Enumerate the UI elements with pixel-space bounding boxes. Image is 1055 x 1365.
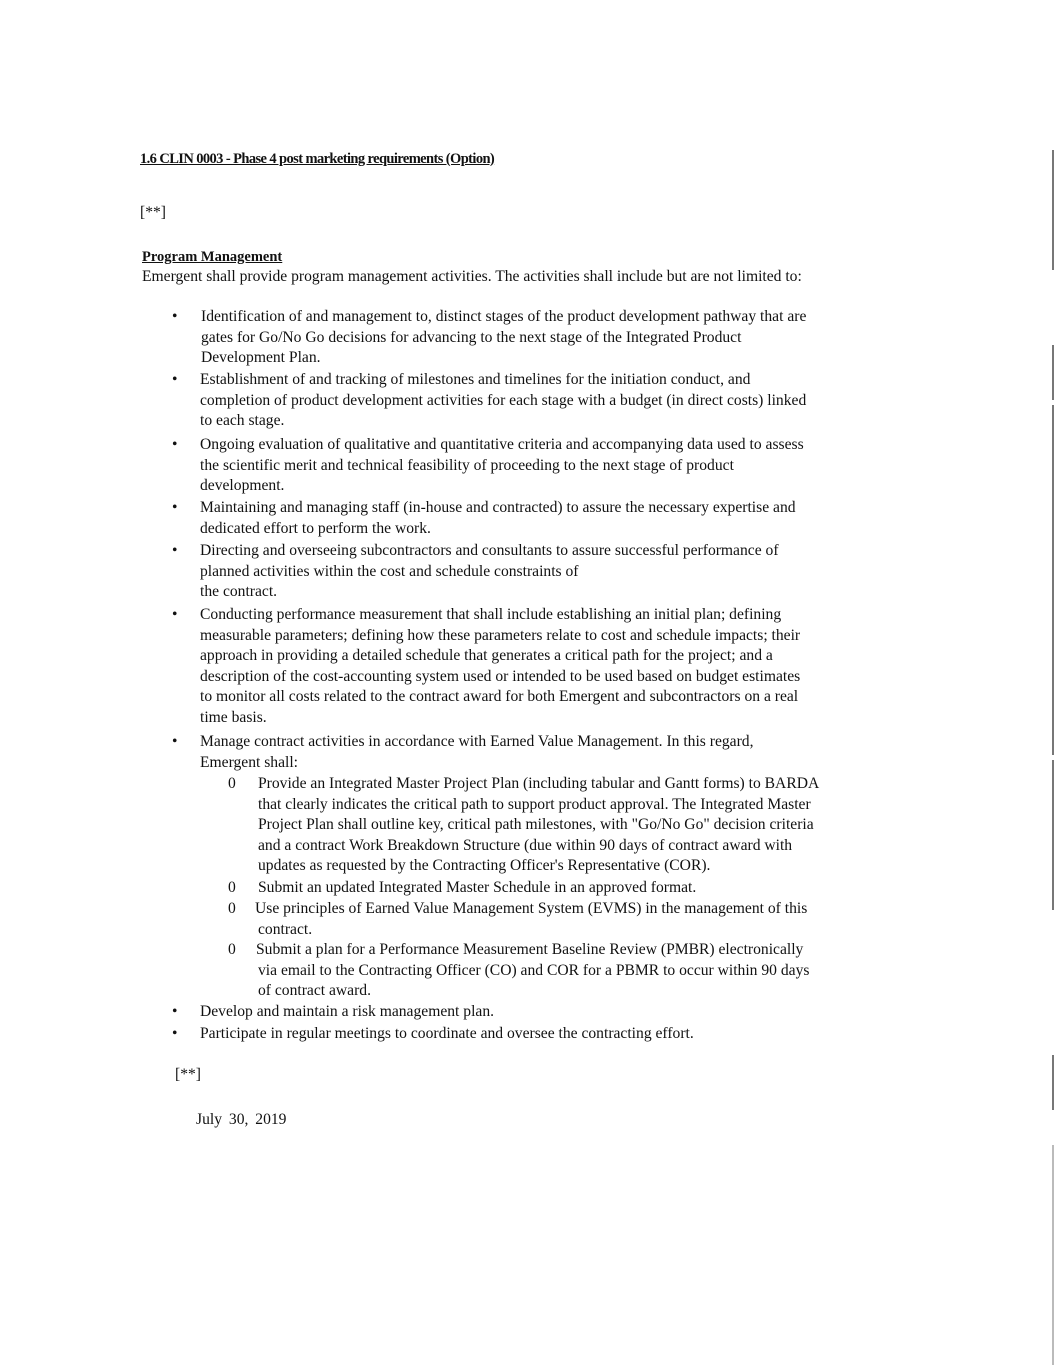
bullet-item-line: measurable parameters; defining how these parameters relate to cost and schedule impacts; their: [200, 626, 801, 644]
bullet-icon: •: [172, 499, 178, 516]
bullet-icon: •: [172, 371, 178, 388]
bullet-item-line: description of the cost-accounting system used or intended to be used based on budget estimates: [200, 667, 801, 685]
bullet-item-line: Participate in regular meetings to coordinate and oversee the contracting effort.: [200, 1025, 694, 1042]
document-date: July 30, 2019: [196, 1111, 287, 1128]
bullet-item-line: Maintaining and managing staff (in-house and contracted) to assure the necessary expertise and: [200, 499, 796, 516]
bullet-item-line: the contract.: [200, 583, 278, 601]
bullet-item-line: Emergent shall:: [200, 753, 299, 771]
edge-line: [1052, 150, 1054, 270]
subheading: Program Management: [142, 249, 283, 265]
bullet-item-line: dedicated effort to perform the work.: [200, 519, 431, 537]
sub-item-line: Project Plan shall outline key, critical path milestones, with "Go/No Go" decision criteria: [258, 816, 814, 834]
sub-item-line: and a contract Work Breakdown Structure (due within 90 days of contract award with: [258, 836, 793, 854]
bullet-item-line: to each stage.: [200, 412, 285, 430]
bullet-item-line: Manage contract activities in accordance with Earned Value Management. In this regard,: [200, 733, 754, 750]
edge-line: [1052, 1145, 1054, 1365]
bullet-item-line: time basis.: [200, 709, 267, 726]
bullet-item-line: Development Plan.: [201, 349, 321, 367]
sub-item-line: via email to the Contracting Officer (CO) and COR for a PBMR to occur within 90 days: [258, 961, 810, 979]
edge-line: [1052, 760, 1054, 910]
bullet-item-line: approach in providing a detailed schedule that generates a critical path for the project; and a: [200, 647, 773, 665]
bullet-icon: •: [172, 733, 178, 750]
sub-item-line: Provide an Integrated Master Project Plan (including tabular and Gantt forms) to BARDA: [258, 775, 820, 792]
sub-bullet-marker: 0: [228, 941, 236, 958]
sub-item-line: contract.: [258, 920, 313, 938]
redaction-marker: [**]: [140, 204, 166, 221]
bullet-item-line: Ongoing evaluation of qualitative and quantitative criteria and accompanying data used to assess: [200, 436, 804, 453]
sub-bullet-marker: 0: [228, 900, 236, 917]
sub-bullet-marker: 0: [228, 775, 236, 792]
bullet-item-line: planned activities within the cost and schedule constraints of: [200, 562, 579, 580]
bullet-item-line: gates for Go/No Go decisions for advancing to the next stage of the Integrated Product: [201, 328, 742, 346]
redaction-marker: [**]: [175, 1066, 201, 1083]
edge-line: [1052, 345, 1054, 400]
bullet-item-line: Develop and maintain a risk management plan.: [200, 1003, 495, 1020]
sub-item-line: Submit an updated Integrated Master Schedule in an approved format.: [258, 879, 697, 896]
bullet-icon: •: [172, 606, 178, 623]
sub-item-line: that clearly indicates the critical path to support product approval. The Integrated Master: [258, 795, 811, 813]
sub-item-line: updates as requested by the Contracting Officer's Representative (COR).: [258, 857, 711, 875]
edge-line: [1052, 405, 1054, 755]
bullet-icon: •: [172, 1025, 178, 1042]
sub-item-line: of contract award.: [258, 982, 371, 1000]
bullet-item-line: Identification of and management to, distinct stages of the product development pathway that are: [201, 308, 807, 325]
bullet-item-line: Directing and overseeing subcontractors and consultants to assure successful performance of: [200, 542, 779, 559]
bullet-icon: •: [172, 308, 178, 325]
bullet-item-line: to monitor all costs related to the contract award for both Emergent and subcontractors on a real: [200, 688, 799, 706]
bullet-icon: •: [172, 436, 178, 453]
bullet-icon: •: [172, 542, 178, 559]
sub-bullet-marker: 0: [228, 879, 236, 896]
bullet-item-line: development.: [200, 477, 285, 495]
intro-paragraph: Emergent shall provide program management activities. The activities shall include but are not limited to:: [142, 268, 802, 285]
sub-item-line: Use principles of Earned Value Management System (EVMS) in the management of this: [255, 900, 808, 917]
section-title: 1.6 CLIN 0003 - Phase 4 post marketing requirements (Option): [140, 151, 495, 167]
sub-item-line: Submit a plan for a Performance Measurement Baseline Review (PMBR) electronically: [256, 941, 804, 958]
edge-line: [1052, 1055, 1054, 1110]
bullet-item-line: completion of product development activities for each stage with a budget (in direct costs) linked: [200, 391, 807, 409]
bullet-icon: •: [172, 1003, 178, 1020]
bullet-item-line: Conducting performance measurement that shall include establishing an initial plan; defining: [200, 606, 782, 623]
bullet-item-line: the scientific merit and technical feasibility of proceeding to the next stage of product: [200, 456, 734, 474]
bullet-item-line: Establishment of and tracking of milestones and timelines for the initiation conduct, and: [200, 371, 751, 388]
